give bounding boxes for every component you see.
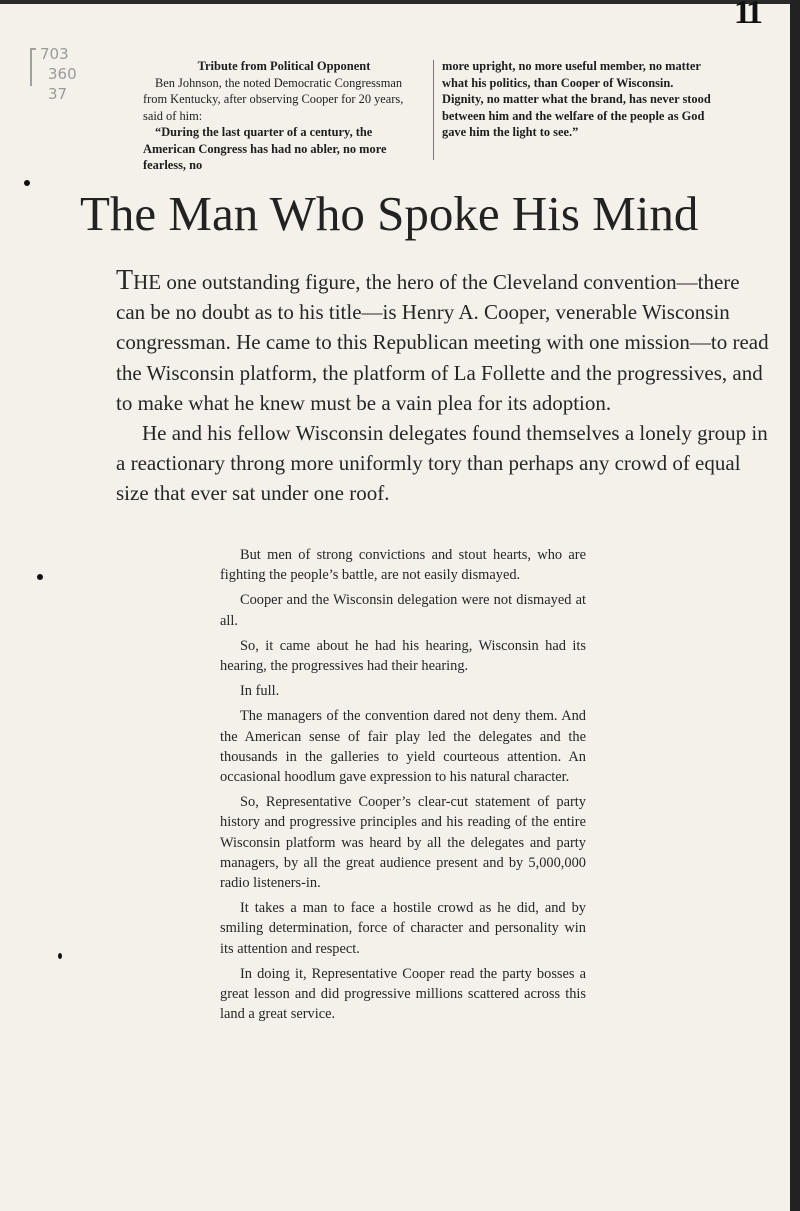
body-paragraph: It takes a man to face a hostile crowd as he did, and by smiling determination, force of character and personality win its attention and respect. <box>220 900 586 957</box>
drop-cap: T <box>116 265 134 296</box>
pencil-annotation <box>30 44 90 104</box>
body-paragraph: In full. <box>240 683 280 700</box>
body-paragraph: In doing it, Representative Cooper read the party bosses a great lesson and did progressive millions scattered across this land a great service. <box>220 965 586 1023</box>
tribute-box-right <box>442 58 712 141</box>
margin-dot-bottom <box>58 953 62 959</box>
tribute-column-rule <box>433 60 434 160</box>
tribute-intro: Ben Johnson, the noted Democratic Congressman from Kentucky, after observing Cooper for 20 years, said of him: <box>143 75 404 123</box>
body-paragraph: So, it came about he had his hearing, Wisconsin had its hearing, the progressives had their hearing. <box>220 637 586 675</box>
margin-dot-middle <box>37 574 43 580</box>
lead-paragraph-1 <box>116 266 772 418</box>
margin-dot-top <box>24 180 30 186</box>
body-paragraph: But men of strong convictions and stout hearts, who are fighting the people’s battle, are not easily dismayed. <box>220 547 586 584</box>
article-headline: The Man Who Spoke His Mind <box>80 186 699 241</box>
pencil-line-3: 37 <box>48 85 68 103</box>
article-body <box>220 545 586 1029</box>
corner-mark: 11 <box>733 0 760 31</box>
body-paragraph: So, Representative Cooper’s clear-cut statement of party history and progressive principles and his reading of the entire Wisconsin platform was heard by all the delegates and party managers, by all the great audience present and by 5,000,000 radio listeners-in. <box>220 794 586 892</box>
body-paragraph: The managers of the convention dared not deny them. And the American sense of fair play led the delegates and the thousands in the galleries to yield courteous attention. An occasional hoodlum gave expression to his natural character. <box>220 708 586 786</box>
pencil-line-1: 703 <box>40 45 69 63</box>
tribute-box-left <box>143 58 425 174</box>
tribute-title: Tribute from Political Opponent <box>197 59 371 73</box>
lead-paragraph-1-text: HE one outstanding figure, the hero of the Cleveland convention—there can be no doubt as to his title—is Henry A. Cooper, venerable Wisconsin congressman. He came to this Republican meeting with one mission—to read the Wisconsin platform, the platform of La Follette and the progressives, and to make what he knew must be a vain plea for its adoption. <box>116 270 769 415</box>
pencil-line-2: 360 <box>48 65 77 83</box>
page-right-edge <box>790 0 800 1211</box>
page-top-edge <box>0 0 800 4</box>
article-lead <box>116 266 772 509</box>
body-paragraph: Cooper and the Wisconsin delegation were not dismayed at all. <box>220 592 586 629</box>
tribute-quote-part2: more upright, no more useful member, no matter what his politics, than Cooper of Wisconsin. Dignity, no matter what the brand, has never stood between him and the welfare of the people as God gave him the light to see.” <box>442 59 711 139</box>
tribute-quote-part1: “During the last quarter of a century, the American Congress has had no abler, no more fearless, no <box>143 125 387 172</box>
lead-paragraph-2: He and his fellow Wisconsin delegates found themselves a lonely group in a reactionary throng more uniformly tory than perhaps any crowd of equal size that ever sat under one roof. <box>116 421 768 506</box>
